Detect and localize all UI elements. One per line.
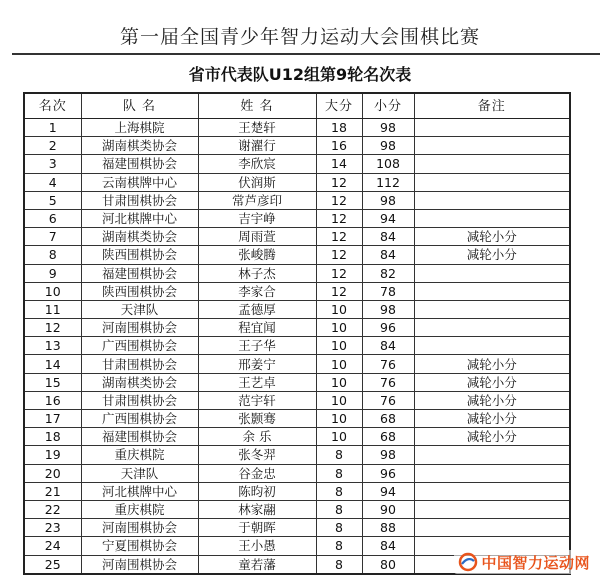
cell-big-score: 10 [316, 410, 362, 428]
cell-note: 减轮小分 [414, 428, 570, 446]
watermark-text: 中国智力运动网 [481, 553, 590, 572]
cell-name: 周雨萱 [198, 228, 316, 246]
cell-note [414, 173, 570, 191]
cell-big-score: 8 [316, 537, 362, 555]
cell-name: 李家合 [198, 282, 316, 300]
cell-big-score: 10 [316, 355, 362, 373]
cell-note: 减轮小分 [414, 391, 570, 409]
cell-name: 谷金忠 [198, 464, 316, 482]
table-row [24, 282, 570, 300]
cell-small-score: 90 [362, 500, 414, 518]
cell-rank: 18 [24, 428, 81, 446]
cell-small-score: 80 [362, 555, 414, 574]
cell-big-score: 8 [316, 446, 362, 464]
cell-note [414, 482, 570, 500]
document-subtitle: 省市代表队U12组第9轮名次表 [188, 65, 412, 84]
cell-name: 谢濯行 [198, 137, 316, 155]
table-row [24, 155, 570, 173]
cell-small-score: 84 [362, 537, 414, 555]
cell-rank: 4 [24, 173, 81, 191]
cell-big-score: 12 [316, 246, 362, 264]
cell-name: 林家翮 [198, 500, 316, 518]
cell-team: 甘肃围棋协会 [81, 191, 198, 209]
logo-icon [458, 552, 478, 572]
cell-note [414, 500, 570, 518]
cell-rank: 11 [24, 300, 81, 318]
table-row [24, 519, 570, 537]
cell-name: 孟德厚 [198, 300, 316, 318]
table-row [24, 119, 570, 137]
header-small-score: 小分 [362, 93, 414, 119]
cell-name: 张冬羿 [198, 446, 316, 464]
ranking-table [23, 92, 571, 575]
cell-rank: 7 [24, 228, 81, 246]
cell-small-score: 98 [362, 300, 414, 318]
cell-small-score: 76 [362, 373, 414, 391]
cell-big-score: 10 [316, 300, 362, 318]
cell-big-score: 10 [316, 319, 362, 337]
table-row [24, 319, 570, 337]
table-row [24, 410, 570, 428]
cell-name: 余 乐 [198, 428, 316, 446]
cell-rank: 15 [24, 373, 81, 391]
cell-team: 甘肃围棋协会 [81, 355, 198, 373]
cell-team: 天津队 [81, 300, 198, 318]
cell-team: 福建围棋协会 [81, 428, 198, 446]
cell-rank: 16 [24, 391, 81, 409]
cell-rank: 24 [24, 537, 81, 555]
cell-team: 河北棋牌中心 [81, 209, 198, 227]
cell-note [414, 137, 570, 155]
cell-name: 邢姜宁 [198, 355, 316, 373]
cell-big-score: 16 [316, 137, 362, 155]
cell-big-score: 10 [316, 391, 362, 409]
table-row [24, 228, 570, 246]
cell-rank: 14 [24, 355, 81, 373]
cell-small-score: 98 [362, 137, 414, 155]
cell-note [414, 191, 570, 209]
cell-small-score: 76 [362, 391, 414, 409]
cell-big-score: 8 [316, 482, 362, 500]
cell-note [414, 446, 570, 464]
cell-name: 于朝晖 [198, 519, 316, 537]
cell-small-score: 78 [362, 282, 414, 300]
cell-big-score: 10 [316, 337, 362, 355]
table-row [24, 137, 570, 155]
table-row [24, 300, 570, 318]
cell-rank: 10 [24, 282, 81, 300]
cell-name: 林子杰 [198, 264, 316, 282]
cell-rank: 25 [24, 555, 81, 574]
table-row [24, 482, 570, 500]
cell-small-score: 94 [362, 209, 414, 227]
cell-small-score: 112 [362, 173, 414, 191]
cell-rank: 9 [24, 264, 81, 282]
cell-small-score: 68 [362, 410, 414, 428]
site-watermark [454, 550, 594, 574]
cell-team: 甘肃围棋协会 [81, 391, 198, 409]
cell-rank: 12 [24, 319, 81, 337]
cell-rank: 22 [24, 500, 81, 518]
cell-team: 重庆棋院 [81, 500, 198, 518]
cell-name: 王楚轩 [198, 119, 316, 137]
cell-team: 上海棋院 [81, 119, 198, 137]
table-row [24, 337, 570, 355]
cell-big-score: 8 [316, 500, 362, 518]
cell-note: 减轮小分 [414, 355, 570, 373]
cell-name: 王子华 [198, 337, 316, 355]
header-big-score: 大分 [316, 93, 362, 119]
header-team: 队 名 [81, 93, 198, 119]
cell-rank: 5 [24, 191, 81, 209]
cell-rank: 6 [24, 209, 81, 227]
cell-team: 广西围棋协会 [81, 337, 198, 355]
cell-rank: 20 [24, 464, 81, 482]
cell-name: 程宜闻 [198, 319, 316, 337]
cell-small-score: 98 [362, 191, 414, 209]
cell-big-score: 14 [316, 155, 362, 173]
cell-name: 常芦彦印 [198, 191, 316, 209]
table-row [24, 446, 570, 464]
cell-team: 陕西围棋协会 [81, 282, 198, 300]
cell-note [414, 264, 570, 282]
cell-rank: 21 [24, 482, 81, 500]
header-name: 姓 名 [198, 93, 316, 119]
cell-small-score: 84 [362, 228, 414, 246]
cell-small-score: 82 [362, 264, 414, 282]
cell-team: 陕西围棋协会 [81, 246, 198, 264]
cell-note: 减轮小分 [414, 410, 570, 428]
cell-big-score: 12 [316, 209, 362, 227]
cell-big-score: 8 [316, 519, 362, 537]
cell-big-score: 10 [316, 428, 362, 446]
cell-name: 王艺卓 [198, 373, 316, 391]
cell-note [414, 519, 570, 537]
table-row [24, 500, 570, 518]
cell-note [414, 464, 570, 482]
table-row [24, 391, 570, 409]
header-rank: 名次 [24, 93, 81, 119]
cell-rank: 17 [24, 410, 81, 428]
cell-name: 张峻腾 [198, 246, 316, 264]
cell-team: 云南棋牌中心 [81, 173, 198, 191]
cell-team: 河南围棋协会 [81, 555, 198, 574]
cell-big-score: 12 [316, 228, 362, 246]
cell-big-score: 12 [316, 264, 362, 282]
cell-small-score: 96 [362, 464, 414, 482]
cell-small-score: 68 [362, 428, 414, 446]
cell-big-score: 8 [316, 464, 362, 482]
cell-team: 福建围棋协会 [81, 264, 198, 282]
cell-rank: 8 [24, 246, 81, 264]
table-row [24, 428, 570, 446]
cell-note [414, 337, 570, 355]
cell-small-score: 108 [362, 155, 414, 173]
cell-note: 减轮小分 [414, 373, 570, 391]
cell-rank: 23 [24, 519, 81, 537]
cell-big-score: 12 [316, 191, 362, 209]
table-row [24, 209, 570, 227]
table-row [24, 191, 570, 209]
cell-big-score: 12 [316, 282, 362, 300]
cell-small-score: 88 [362, 519, 414, 537]
cell-note [414, 155, 570, 173]
cell-note [414, 209, 570, 227]
cell-team: 湖南棋类协会 [81, 228, 198, 246]
cell-note [414, 319, 570, 337]
cell-name: 张颢骞 [198, 410, 316, 428]
cell-big-score: 12 [316, 173, 362, 191]
cell-name: 范宇轩 [198, 391, 316, 409]
cell-name: 李欣宸 [198, 155, 316, 173]
cell-team: 广西围棋协会 [81, 410, 198, 428]
cell-team: 天津队 [81, 464, 198, 482]
cell-name: 陈昀初 [198, 482, 316, 500]
table-row [24, 246, 570, 264]
cell-small-score: 98 [362, 446, 414, 464]
cell-team: 河北棋牌中心 [81, 482, 198, 500]
cell-team: 河南围棋协会 [81, 519, 198, 537]
cell-name: 吉宇峥 [198, 209, 316, 227]
cell-rank: 19 [24, 446, 81, 464]
cell-note: 减轮小分 [414, 246, 570, 264]
cell-rank: 3 [24, 155, 81, 173]
cell-small-score: 94 [362, 482, 414, 500]
cell-name: 伏润斯 [198, 173, 316, 191]
document-title: 第一届全国青少年智力运动大会围棋比赛 [119, 26, 480, 48]
table-row [24, 173, 570, 191]
title-divider [12, 53, 600, 55]
ranking-table-body [24, 119, 570, 574]
cell-team: 湖南棋类协会 [81, 137, 198, 155]
cell-team: 福建围棋协会 [81, 155, 198, 173]
cell-big-score: 10 [316, 373, 362, 391]
cell-note [414, 119, 570, 137]
cell-big-score: 8 [316, 555, 362, 574]
table-row [24, 355, 570, 373]
cell-rank: 2 [24, 137, 81, 155]
cell-big-score: 18 [316, 119, 362, 137]
cell-small-score: 84 [362, 246, 414, 264]
header-note: 备注 [414, 93, 570, 119]
table-row [24, 264, 570, 282]
cell-rank: 1 [24, 119, 81, 137]
cell-team: 河南围棋协会 [81, 319, 198, 337]
cell-name: 王小愚 [198, 537, 316, 555]
cell-team: 重庆棋院 [81, 446, 198, 464]
cell-note [414, 300, 570, 318]
cell-small-score: 96 [362, 319, 414, 337]
table-header-row [24, 93, 570, 119]
table-row [24, 464, 570, 482]
cell-small-score: 76 [362, 355, 414, 373]
cell-team: 湖南棋类协会 [81, 373, 198, 391]
cell-team: 宁夏围棋协会 [81, 537, 198, 555]
cell-rank: 13 [24, 337, 81, 355]
cell-small-score: 84 [362, 337, 414, 355]
cell-name: 童若藩 [198, 555, 316, 574]
cell-note [414, 282, 570, 300]
cell-small-score: 98 [362, 119, 414, 137]
cell-note: 减轮小分 [414, 228, 570, 246]
table-row [24, 373, 570, 391]
